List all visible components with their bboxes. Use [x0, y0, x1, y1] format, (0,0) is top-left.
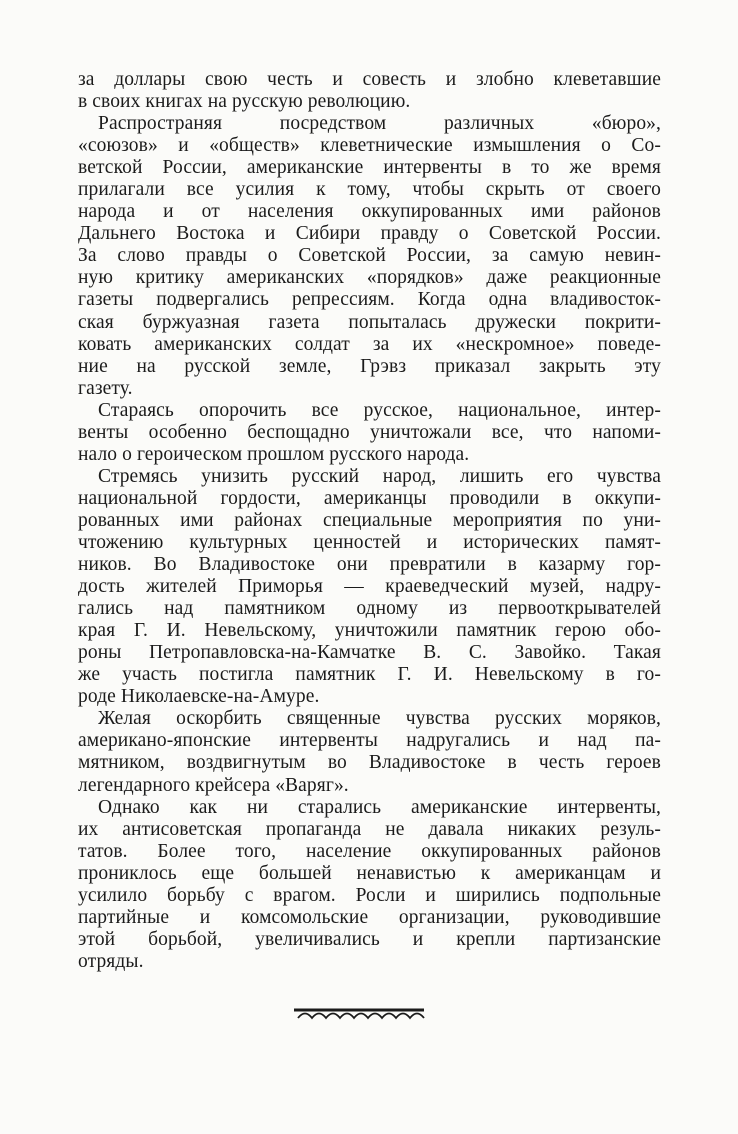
text-line: отряды.	[78, 950, 144, 972]
text-line: За слово правды о Советской России, за самую невин-	[78, 245, 661, 267]
paragraph	[78, 69, 661, 113]
text-line: нало о героическом прошлом русского народа.	[78, 443, 470, 465]
text-line: народа и от населения оккупированных ими районов	[78, 201, 661, 223]
text-line: Стараясь опорочить все русское, национальное, интер-	[98, 399, 661, 421]
text-line: рованных ими районах специальные мероприятия по уни-	[78, 509, 661, 531]
tailpiece-wave	[298, 1014, 424, 1019]
paragraph	[78, 708, 661, 796]
text-line: газеты подвергались репрессиям. Когда одна владивосток-	[78, 289, 661, 311]
wavy-rule-ornament-icon	[293, 1006, 425, 1024]
paragraph	[78, 797, 661, 973]
text-line: американо-японские интервенты надругались и над па-	[78, 730, 661, 752]
text-line: прониклось еще большей ненавистью к американцам и	[78, 862, 661, 884]
text-line: мятником, воздвигнутым во Владивостоке в честь героев	[78, 752, 661, 774]
text-line: гались над памятником одному из первооткрывателей	[78, 598, 661, 620]
text-line: их антисоветская пропаганда не давала никаких резуль-	[78, 818, 661, 840]
text-line: прилагали все усилия к тому, чтобы скрыть от своего	[78, 179, 661, 201]
text-line: легендарного крейсера «Варяг».	[78, 774, 349, 796]
paragraph	[78, 400, 661, 466]
text-line: чтожению культурных ценностей и исторических памят-	[78, 531, 661, 553]
tailpiece-ornament	[293, 1006, 425, 1024]
text-line: в своих книгах на русскую революцию.	[78, 91, 411, 113]
paragraph	[78, 113, 661, 400]
text-line: ние на русской земле, Грэвз приказал закрыть эту	[78, 355, 661, 377]
text-line: ную критику американских «порядков» даже реакционные	[78, 267, 661, 289]
page-text-block	[78, 69, 661, 973]
text-line: дость жителей Приморья — краеведческий музей, надру-	[78, 576, 661, 598]
text-line: роны Петропавловска-на-Камчатке В. С. Завойко. Такая	[78, 642, 661, 664]
text-line: Желая оскорбить священные чувства русских моряков,	[98, 708, 661, 730]
text-line: ская буржуазная газета попыталась дружески покрити-	[78, 311, 661, 333]
text-line: национальной гордости, американцы проводили в оккупи-	[78, 487, 661, 509]
text-line: «союзов» и «обществ» клеветнические измышления о Со-	[78, 135, 661, 157]
text-line: ветской России, американские интервенты в то же время	[78, 157, 661, 179]
text-line: Распространяя посредством различных «бюро»,	[98, 113, 661, 135]
text-line: края Г. И. Невельскому, уничтожили памятник герою обо-	[78, 620, 661, 642]
text-line: роде Николаевске-на-Амуре.	[78, 686, 320, 708]
paragraph	[78, 466, 661, 709]
text-line: же участь постигла памятник Г. И. Невельскому в го-	[78, 664, 661, 686]
text-line: Однако как ни старались американские интервенты,	[98, 796, 661, 818]
text-line: Дальнего Востока и Сибири правду о Советской России.	[78, 223, 661, 245]
text-line: венты особенно беспощадно уничтожали все, что напоми-	[78, 421, 661, 443]
text-line: татов. Более того, население оккупированных районов	[78, 840, 661, 862]
text-line: этой борьбой, увеличивались и крепли партизанские	[78, 928, 661, 950]
text-line: ников. Во Владивостоке они превратили в казарму гор-	[78, 554, 661, 576]
text-line: газету.	[78, 377, 133, 399]
text-line: за доллары свою честь и совесть и злобно клеветавшие	[78, 69, 661, 90]
text-line: ковать американских солдат за их «нескромное» поведе-	[78, 333, 661, 355]
text-line: Стремясь унизить русский народ, лишить его чувства	[98, 465, 661, 487]
text-line: партийные и комсомольские организации, руководившие	[78, 906, 661, 928]
text-line: усилило борьбу с врагом. Росли и ширились подпольные	[78, 884, 661, 906]
